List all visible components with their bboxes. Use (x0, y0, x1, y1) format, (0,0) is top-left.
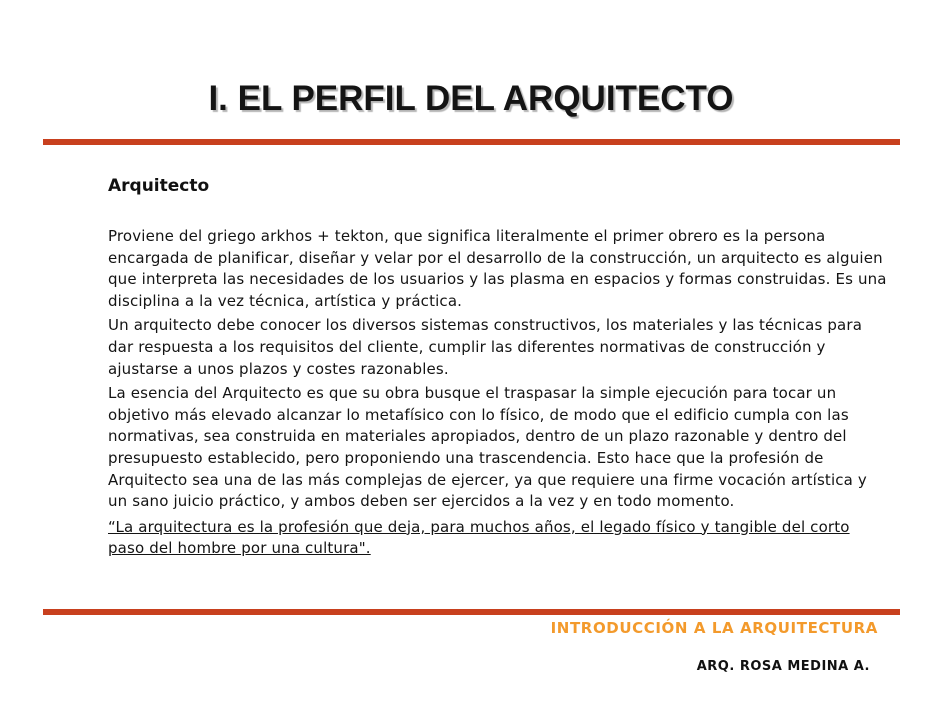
footer-author: ARQ. ROSA MEDINA A. (696, 659, 870, 674)
paragraph-knowledge: Un arquitecto debe conocer los diversos sistemas constructivos, los materiales y las técnicas para dar respuesta a los requisitos del cliente, cumplir las diferentes normativas de construcción y ajustarse a unos plazos y costes razonables. (108, 316, 863, 378)
quote: “La arquitectura es la profesión que deja, para muchos años, el legado físico y tangible del corto paso del hombre por una cultura". (108, 517, 850, 558)
paragraph-origin: Proviene del griego arkhos + tekton, que significa literalmente el primer obrero es la persona encargada de planificar, diseñar y velar por el desarrollo de la construcción, un arquitecto es alguien que interpreta las necesidades de los usuarios y las plasma en espacios y formas construidas. Es una disciplina a la vez técnica, artística y práctica. (108, 227, 887, 310)
section-heading: Arquitecto (108, 176, 210, 196)
footer-course-title: INTRODUCCIÓN A LA ARQUITECTURA (550, 619, 878, 637)
paragraph-essence: La esencia del Arquitecto es que su obra busque el traspasar la simple ejecución para tocar un objetivo más elevado alcanzar lo metafísico con lo físico, de modo que el edificio cumpla con las normativas, sea construida en materiales apropiados, dentro de un plazo razonable y dentro del presupuesto establecido, pero proponiendo una trascendencia. Esto hace que la profesión de Arquitecto sea una de las más complejas de ejercer, ya que requiere una firme vocación artística y un sano juicio práctico, y ambos deben ser ejercidos a la vez y en todo momento. (108, 384, 867, 511)
slide-title: I. EL PERFIL DEL ARQUITECTO (208, 79, 734, 118)
body-text (108, 226, 888, 563)
bottom-divider (43, 609, 900, 615)
top-divider (43, 139, 900, 145)
